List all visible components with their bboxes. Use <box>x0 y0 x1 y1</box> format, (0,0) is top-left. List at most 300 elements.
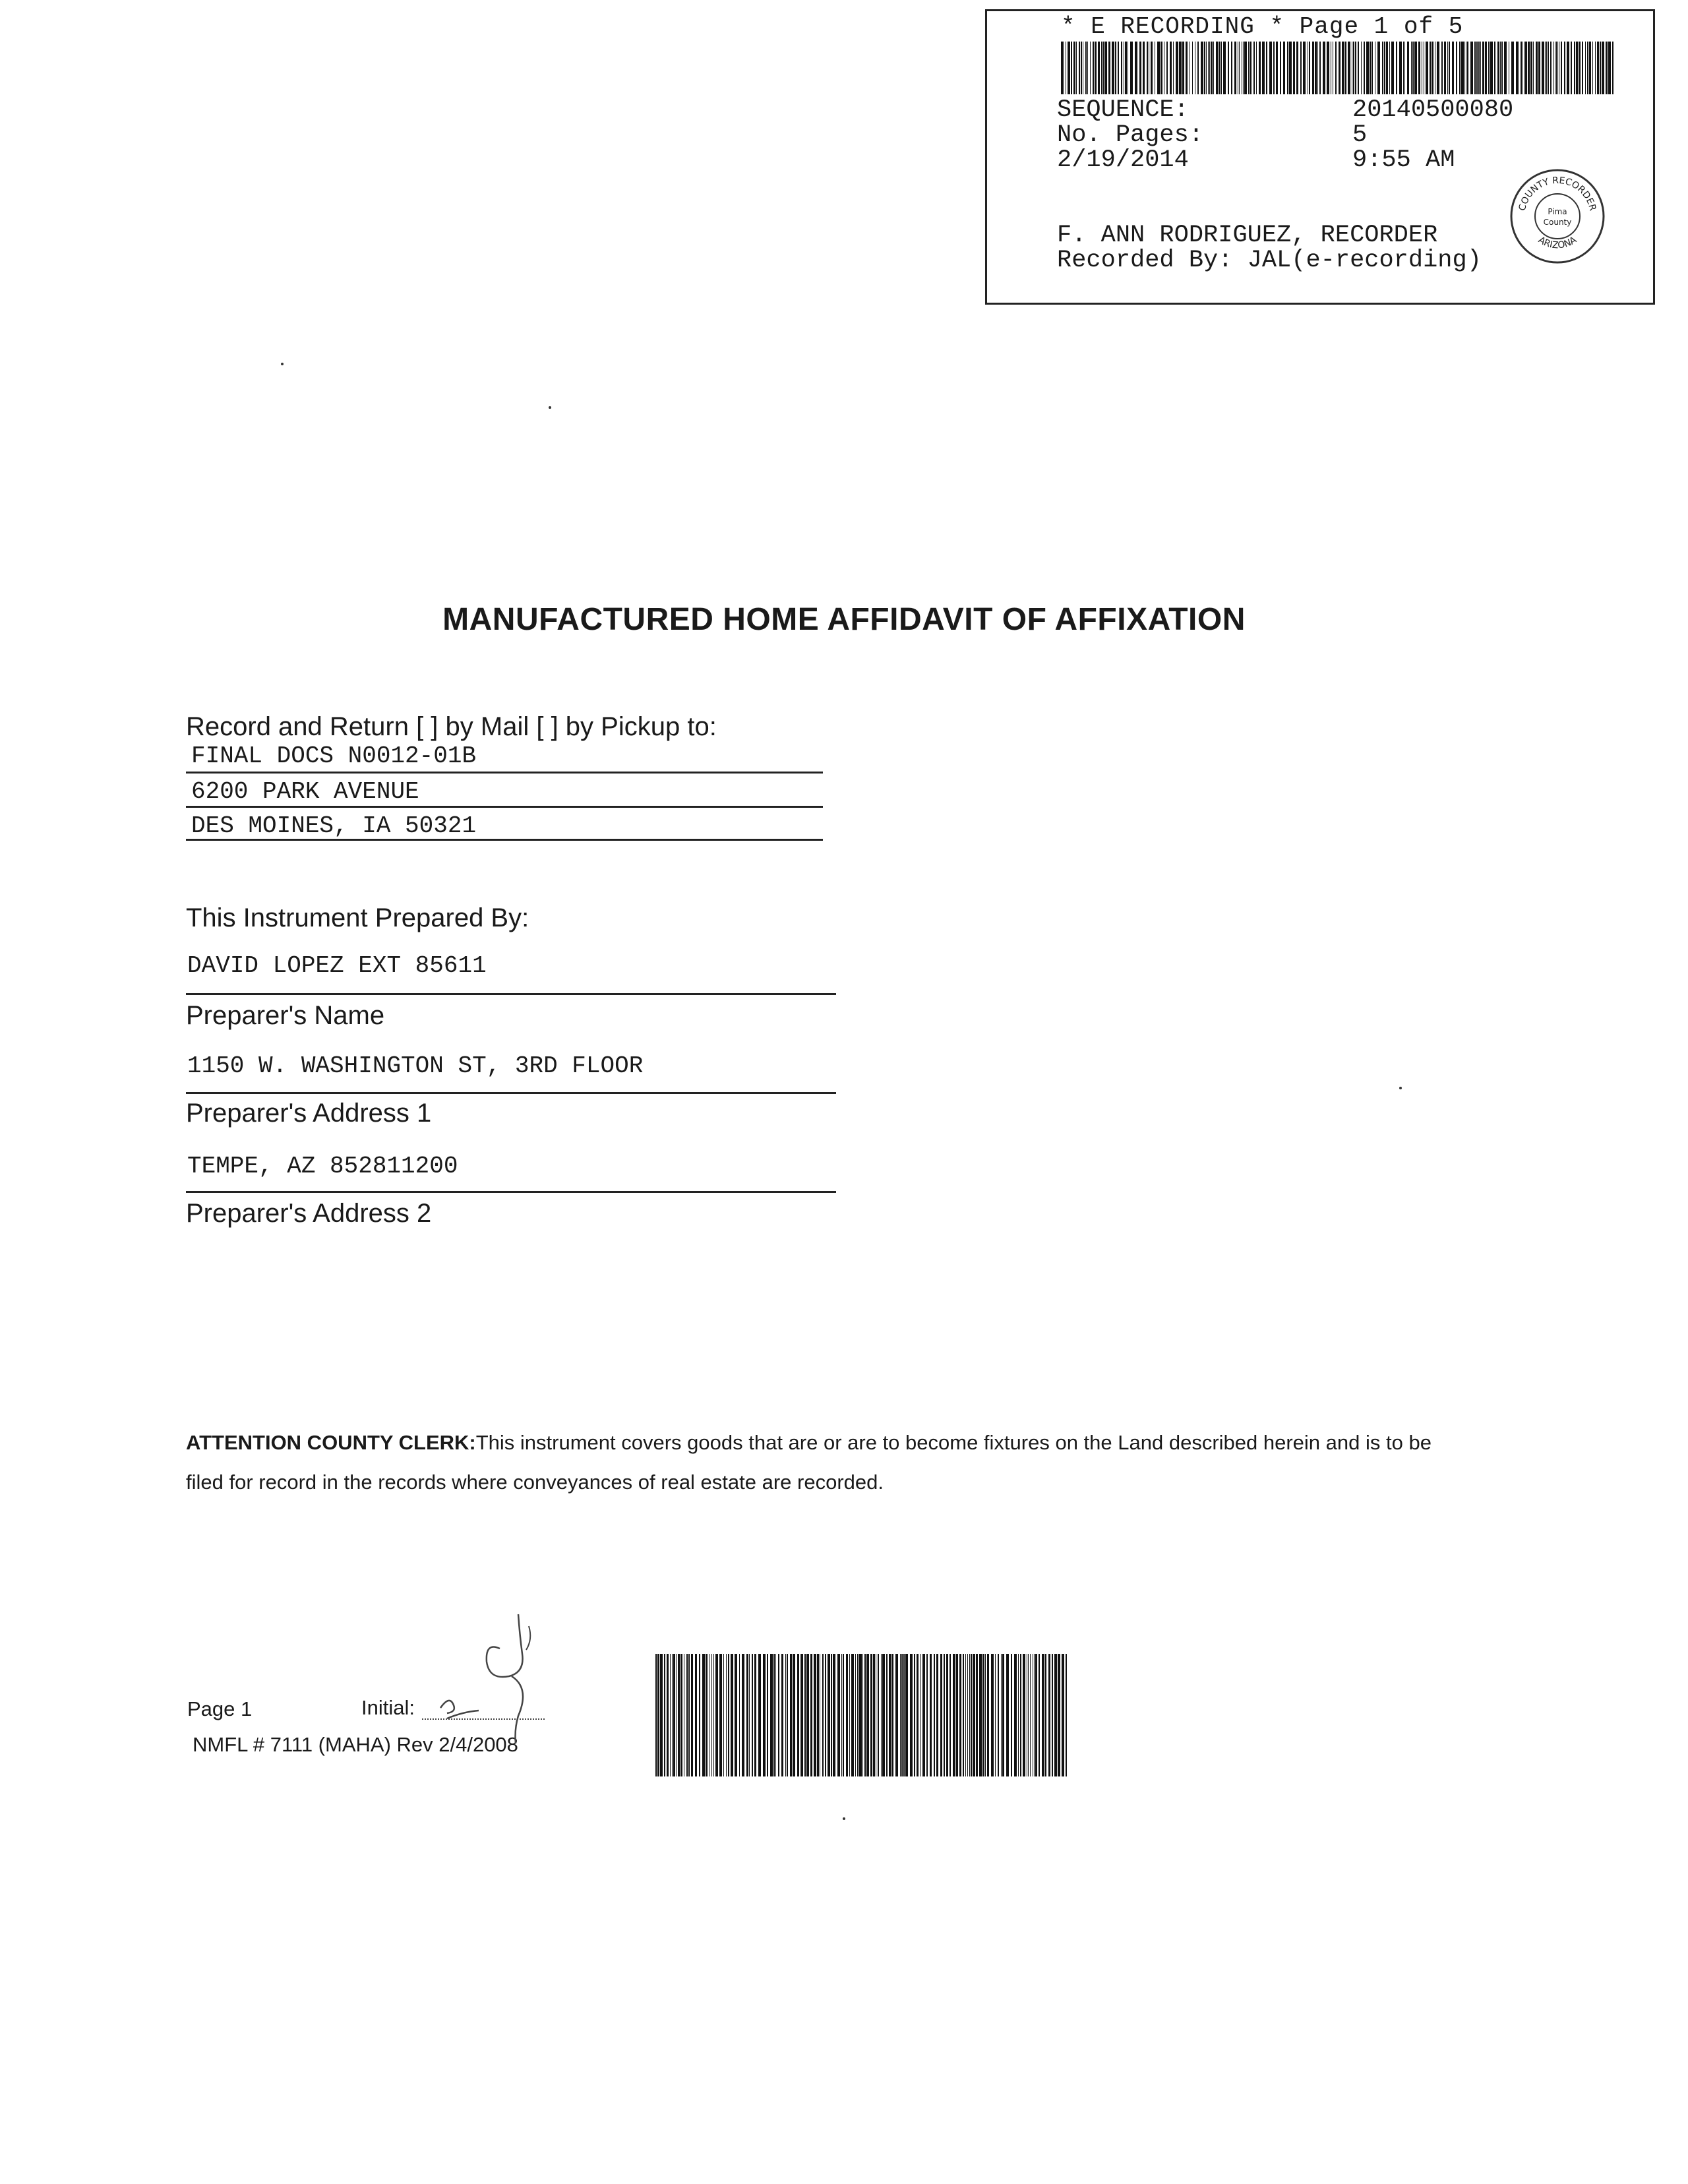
pages-value: 5 <box>1352 121 1368 149</box>
barcode-bar <box>1135 42 1137 94</box>
barcode-bar <box>1602 42 1604 94</box>
barcode-bar <box>1447 42 1448 94</box>
barcode-bar <box>1104 42 1107 94</box>
barcode-bar <box>1269 42 1272 94</box>
barcode-bar <box>752 1654 753 1776</box>
barcode-bar <box>971 1654 972 1776</box>
barcode-bar <box>1430 42 1431 94</box>
barcode-bar <box>746 1654 748 1776</box>
barcode-bar <box>1382 42 1383 94</box>
preparer-address-1-label: Preparer's Address 1 <box>186 1099 432 1128</box>
barcode-bar <box>1437 42 1439 94</box>
barcode-bar <box>1259 42 1261 94</box>
barcode-bar <box>1516 42 1519 94</box>
barcode-bar <box>1414 42 1417 94</box>
barcode-bar <box>1482 42 1484 94</box>
barcode-bar <box>728 1654 729 1776</box>
barcode-bar <box>804 1654 806 1776</box>
barcode-bar <box>828 1654 830 1776</box>
barcode-bar <box>1102 42 1104 94</box>
barcode-bar <box>1001 1654 1002 1776</box>
barcode-bar <box>1345 42 1346 94</box>
barcode-bar <box>670 1654 671 1776</box>
barcode-bar <box>1548 42 1549 94</box>
page-number: Page 1 <box>187 1697 253 1720</box>
barcode-bar <box>767 1654 768 1776</box>
barcode-bar <box>1231 42 1232 94</box>
barcode-bar <box>785 1654 786 1776</box>
barcode-bar <box>1399 42 1402 94</box>
barcode-bar <box>889 1654 891 1776</box>
barcode-bar <box>1546 42 1547 94</box>
barcode-bar <box>699 1654 700 1776</box>
barcode-bar <box>1192 42 1193 94</box>
barcode-bar <box>891 1654 893 1776</box>
barcode-bar <box>1052 1654 1053 1776</box>
barcode-bar <box>881 1654 882 1776</box>
initial-label: Initial: <box>361 1696 415 1719</box>
barcode-bar <box>866 1654 869 1776</box>
return-to-label: Record and Return [ ] by Mail [ ] by Pickup to: <box>186 712 717 741</box>
return-rule-3 <box>186 839 823 841</box>
barcode-bar <box>1521 42 1522 94</box>
barcode-bar <box>1377 42 1380 94</box>
barcode-bar <box>1579 42 1581 94</box>
barcode-bar <box>763 1654 766 1776</box>
barcode-bar <box>841 1654 842 1776</box>
barcode-bar <box>797 1654 799 1776</box>
barcode-bar <box>959 1654 961 1776</box>
barcode-bar <box>1028 1654 1029 1776</box>
barcode-bar <box>1600 42 1601 94</box>
barcode-bar <box>1287 42 1288 94</box>
barcode-bar <box>1504 42 1507 94</box>
barcode-bar <box>1182 42 1184 94</box>
barcode-bar <box>754 1654 756 1776</box>
barcode-bar <box>833 1654 835 1776</box>
barcode-bar <box>882 1654 885 1776</box>
barcode-bar <box>1494 42 1495 94</box>
barcode-bar <box>1612 42 1613 94</box>
barcode-bar <box>667 1654 669 1776</box>
barcode-bar <box>1418 42 1420 94</box>
barcode-bar <box>1289 42 1292 94</box>
barcode-bar <box>673 1654 675 1776</box>
barcode-bar <box>979 1654 982 1776</box>
barcode-bar <box>1533 42 1534 94</box>
barcode-bar <box>1606 42 1608 94</box>
barcode-bar <box>1039 1654 1040 1776</box>
barcode-bar <box>1166 42 1168 94</box>
barcode-bar <box>781 1654 783 1776</box>
barcode-bar <box>855 1654 856 1776</box>
barcode-bar <box>1216 42 1218 94</box>
barcode-bar <box>1480 42 1481 94</box>
barcode-bar <box>1528 42 1530 94</box>
barcode-bar <box>1221 42 1222 94</box>
barcode-bar <box>1426 42 1428 94</box>
barcode-bar <box>711 1654 712 1776</box>
barcode-bar <box>706 1654 708 1776</box>
barcode-bar <box>655 1654 657 1776</box>
barcode-bar <box>1042 1654 1044 1776</box>
barcode-bar <box>1256 42 1257 94</box>
barcode-bar <box>739 1654 740 1776</box>
barcode-bar <box>1250 42 1251 94</box>
barcode-bar <box>735 1654 737 1776</box>
barcode-bar <box>1303 42 1306 94</box>
barcode-bar <box>1112 42 1114 94</box>
barcode-bar <box>1567 42 1569 94</box>
attention-label: ATTENTION COUNTY CLERK: <box>186 1431 476 1454</box>
barcode-bar <box>1403 42 1404 94</box>
barcode-bar <box>1179 42 1182 94</box>
preparer-name-label: Preparer's Name <box>186 1001 385 1030</box>
barcode-bar <box>680 1654 682 1776</box>
barcode-bar <box>1213 42 1214 94</box>
barcode-bar <box>849 1654 850 1776</box>
barcode-bar <box>1081 42 1082 94</box>
barcode-bar <box>1582 42 1583 94</box>
attention-text: This instrument covers goods that are or are to become fixtures on the Land described herein and is to be filed for record in the records where conveyances of real estate are recorded. <box>186 1431 1432 1494</box>
recording-stamp <box>985 9 1655 305</box>
scan-speck <box>1399 1087 1402 1089</box>
barcode-bar <box>1500 42 1501 94</box>
barcode-bar <box>1404 42 1405 94</box>
barcode-bar <box>1536 42 1538 94</box>
barcode-bar <box>930 1654 932 1776</box>
seal-center-line1: Pima <box>1548 207 1567 216</box>
barcode-bar <box>1470 42 1473 94</box>
barcode-bar <box>1244 42 1247 94</box>
barcode-bar <box>886 1654 888 1776</box>
barcode-bar <box>1054 1654 1057 1776</box>
barcode-bar <box>1444 42 1446 94</box>
barcode-bar <box>946 1654 948 1776</box>
barcode-bar <box>1456 42 1457 94</box>
barcode-bar <box>1219 42 1220 94</box>
barcode-bar <box>967 1654 968 1776</box>
barcode-bar <box>1335 42 1337 94</box>
barcode-bar <box>822 1654 824 1776</box>
barcode-bar <box>801 1654 803 1776</box>
barcode-bar <box>1068 42 1070 94</box>
county-seal-icon <box>1508 167 1607 266</box>
barcode-bar <box>1561 42 1562 94</box>
return-rule-1 <box>186 772 823 774</box>
scan-speck <box>549 406 551 409</box>
barcode-bar <box>1323 42 1325 94</box>
barcode-bar <box>859 1654 862 1776</box>
barcode-bar <box>723 1654 724 1776</box>
barcode-bar <box>873 1654 875 1776</box>
barcode-bar <box>1206 42 1207 94</box>
return-rule-2 <box>186 806 823 808</box>
barcode-bar <box>1045 1654 1046 1776</box>
barcode-bar <box>814 1654 816 1776</box>
barcode-bar <box>657 1654 659 1776</box>
form-id: NMFL # 7111 (MAHA) Rev 2/4/2008 <box>193 1733 518 1756</box>
sequence-value: 20140500080 <box>1352 96 1514 124</box>
barcode-bar <box>1542 42 1544 94</box>
barcode-bar <box>726 1654 727 1776</box>
barcode-bar <box>976 1654 978 1776</box>
barcode-bar <box>1160 42 1162 94</box>
barcode-bar <box>1538 42 1540 94</box>
barcode-bar <box>1209 42 1210 94</box>
barcode-bar <box>1501 42 1503 94</box>
barcode-bar <box>965 1654 966 1776</box>
stamp-barcode <box>1061 42 1613 94</box>
barcode-bar <box>1449 42 1450 94</box>
barcode-bar <box>914 1654 915 1776</box>
barcode-bar <box>1262 42 1265 94</box>
barcode-bar <box>963 1654 964 1776</box>
scan-speck <box>843 1817 845 1820</box>
barcode-bar <box>719 1654 722 1776</box>
barcode-bar <box>1115 42 1116 94</box>
preparer-address-1: 1150 W. WASHINGTON ST, 3RD FLOOR <box>187 1052 644 1079</box>
seal-top-text: COUNTY RECORDER <box>1517 175 1598 212</box>
barcode-bar <box>1173 42 1174 94</box>
barcode-bar <box>1474 42 1476 94</box>
barcode-bar <box>749 1654 750 1776</box>
barcode-bar <box>1571 42 1572 94</box>
barcode-bar <box>870 1654 872 1776</box>
barcode-bar <box>1488 42 1490 94</box>
barcode-bar <box>903 1654 905 1776</box>
barcode-bar <box>1211 42 1213 94</box>
barcode-bar <box>790 1654 792 1776</box>
return-line-1: FINAL DOCS N0012-01B <box>191 743 477 770</box>
barcode-bar <box>672 1654 673 1776</box>
stamp-header: * E RECORDING * Page 1 of 5 <box>1061 13 1464 40</box>
barcode-bar <box>1497 42 1499 94</box>
barcode-bar <box>1372 42 1373 94</box>
recorder-name: F. ANN RODRIGUEZ, RECORDER <box>1057 222 1438 249</box>
barcode-bar <box>1432 42 1433 94</box>
barcode-bar <box>1452 42 1454 94</box>
barcode-bar <box>1300 42 1302 94</box>
barcode-bar <box>973 1654 975 1776</box>
barcode-bar <box>778 1654 779 1776</box>
barcode-bar <box>920 1654 921 1776</box>
barcode-bar <box>1266 42 1267 94</box>
barcode-bar <box>1023 1654 1025 1776</box>
recording-date: 2/19/2014 <box>1057 146 1189 174</box>
seal-bottom-text: ARIZONA <box>1536 235 1579 251</box>
recording-time: 9:55 AM <box>1352 146 1455 174</box>
barcode-bar <box>851 1654 854 1776</box>
barcode-bar <box>676 1654 677 1776</box>
barcode-bar <box>1464 42 1465 94</box>
barcode-bar <box>1223 42 1226 94</box>
barcode-bar <box>695 1654 697 1776</box>
attention-paragraph <box>186 1423 1472 1502</box>
barcode-bar <box>1186 42 1188 94</box>
barcode-bar <box>1339 42 1341 94</box>
barcode-bar <box>702 1654 705 1776</box>
barcode-bar <box>688 1654 690 1776</box>
barcode-bar <box>864 1654 866 1776</box>
barcode-bar <box>1006 1654 1009 1776</box>
barcode-bar <box>1317 42 1318 94</box>
barcode-bar <box>742 1654 744 1776</box>
preparer-address-2-label: Preparer's Address 2 <box>186 1199 432 1228</box>
barcode-bar <box>1411 42 1412 94</box>
scan-speck <box>281 363 284 365</box>
barcode-bar <box>1585 42 1586 94</box>
seal-center-line2: County <box>1543 218 1572 227</box>
barcode-bar <box>1076 42 1077 94</box>
preparer-address-1-rule <box>186 1092 836 1094</box>
barcode-bar <box>806 1654 809 1776</box>
pages-label: No. Pages: <box>1057 121 1204 149</box>
barcode-bar <box>1147 42 1148 94</box>
barcode-bar <box>1485 42 1487 94</box>
barcode-bar <box>969 1654 970 1776</box>
barcode-bar <box>1030 1654 1031 1776</box>
barcode-bar <box>1248 42 1250 94</box>
barcode-bar <box>1090 42 1091 94</box>
barcode-bar <box>775 1654 776 1776</box>
barcode-bar <box>1125 42 1127 94</box>
barcode-bar <box>934 1654 935 1776</box>
barcode-bar <box>940 1654 942 1776</box>
barcode-bar <box>817 1654 819 1776</box>
preparer-name-rule <box>186 993 836 995</box>
barcode-bar <box>1476 42 1478 94</box>
barcode-bar <box>1556 42 1557 94</box>
barcode-bar <box>944 1654 945 1776</box>
barcode-bar <box>1002 1654 1004 1776</box>
barcode-bar <box>1459 42 1461 94</box>
barcode-bar <box>1511 42 1514 94</box>
barcode-bar <box>936 1654 938 1776</box>
barcode-bar <box>1293 42 1295 94</box>
barcode-bar <box>991 1654 994 1776</box>
barcode-bar <box>1608 42 1611 94</box>
barcode-bar <box>1319 42 1321 94</box>
barcode-bar <box>1208 42 1209 94</box>
barcode-bar <box>1197 42 1199 94</box>
barcode-bar <box>1018 1654 1019 1776</box>
barcode-bar <box>1389 42 1390 94</box>
barcode-bar <box>1176 42 1178 94</box>
barcode-bar <box>917 1654 919 1776</box>
barcode-bar <box>758 1654 761 1776</box>
barcode-bar <box>787 1654 788 1776</box>
barcode-bar <box>1587 42 1588 94</box>
document-barcode <box>655 1654 1068 1776</box>
barcode-bar <box>956 1654 958 1776</box>
barcode-bar <box>1011 1654 1012 1776</box>
barcode-bar <box>1062 1654 1064 1776</box>
barcode-bar <box>660 1654 663 1776</box>
barcode-bar <box>1157 42 1160 94</box>
barcode-bar <box>1597 42 1599 94</box>
barcode-bar <box>1348 42 1350 94</box>
barcode-bar <box>1151 42 1153 94</box>
barcode-bar <box>1095 42 1097 94</box>
barcode-bar <box>922 1654 925 1776</box>
barcode-bar <box>1296 42 1298 94</box>
barcode-bar <box>1441 42 1443 94</box>
barcode-bar <box>1490 42 1493 94</box>
barcode-bar <box>1118 42 1119 94</box>
barcode-bar <box>770 1654 773 1776</box>
barcode-bar <box>1020 1654 1021 1776</box>
barcode-bar <box>1366 42 1369 94</box>
barcode-bar <box>998 1654 999 1776</box>
barcode-bar <box>1085 42 1087 94</box>
barcode-bar <box>664 1654 665 1776</box>
barcode-bar <box>810 1654 812 1776</box>
barcode-bar <box>995 1654 996 1776</box>
barcode-bar <box>1143 42 1145 94</box>
barcode-bar <box>1079 42 1080 94</box>
barcode-bar <box>1315 42 1317 94</box>
barcode-bar <box>985 1654 986 1776</box>
barcode-bar <box>1327 42 1329 94</box>
barcode-bar <box>1098 42 1100 94</box>
barcode-bar <box>1358 42 1359 94</box>
barcode-bar <box>1355 42 1356 94</box>
barcode-bar <box>1342 42 1344 94</box>
barcode-bar <box>1407 42 1409 94</box>
barcode-bar <box>1592 42 1593 94</box>
barcode-bar <box>1071 42 1072 94</box>
barcode-bar <box>1574 42 1575 94</box>
barcode-bar <box>793 1654 795 1776</box>
barcode-bar <box>1353 42 1354 94</box>
barcode-bar <box>905 1654 908 1776</box>
barcode-bar <box>1280 42 1281 94</box>
recorded-by: Recorded By: JAL(e-recording) <box>1057 247 1482 274</box>
barcode-bar <box>1564 42 1565 94</box>
barcode-bar <box>1361 42 1362 94</box>
barcode-bar <box>1386 42 1388 94</box>
barcode-bar <box>1108 42 1110 94</box>
barcode-bar <box>1253 42 1255 94</box>
barcode-bar <box>1384 42 1385 94</box>
barcode-bar <box>1239 42 1240 94</box>
barcode-bar <box>1073 42 1075 94</box>
barcode-bar <box>831 1654 832 1776</box>
barcode-bar <box>1201 42 1203 94</box>
barcode-bar <box>950 1654 951 1776</box>
barcode-bar <box>1035 1654 1037 1776</box>
barcode-bar <box>1048 1654 1050 1776</box>
barcode-bar <box>900 1654 901 1776</box>
barcode-bar <box>953 1654 955 1776</box>
return-line-2: 6200 PARK AVENUE <box>191 778 419 805</box>
barcode-bar <box>1101 42 1102 94</box>
barcode-bar <box>1204 42 1205 94</box>
preparer-address-2-rule <box>186 1191 836 1193</box>
barcode-bar <box>1014 1654 1017 1776</box>
barcode-bar <box>857 1654 859 1776</box>
barcode-bar <box>1550 42 1552 94</box>
barcode-bar <box>1370 42 1371 94</box>
return-line-3: DES MOINES, IA 50321 <box>191 812 477 839</box>
barcode-bar <box>1243 42 1244 94</box>
preparer-name: DAVID LOPEZ EXT 85611 <box>187 952 487 979</box>
barcode-bar <box>1228 42 1229 94</box>
barcode-bar <box>1139 42 1141 94</box>
barcode-bar <box>1061 42 1064 94</box>
barcode-bar <box>1276 42 1278 94</box>
